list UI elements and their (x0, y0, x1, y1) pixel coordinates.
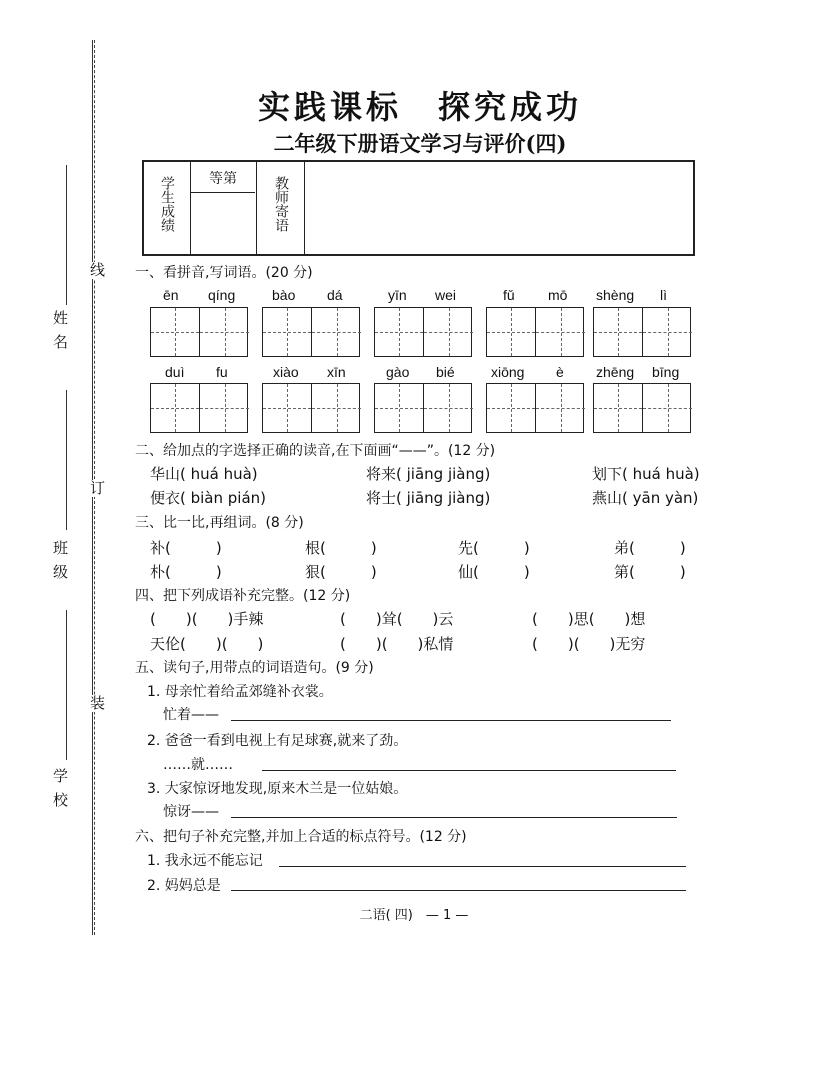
pinyin: bié (436, 364, 455, 380)
idiom-item: ( )( )手辣 (150, 610, 264, 628)
writing-grid[interactable] (593, 307, 691, 357)
word-item: 第( ) (614, 563, 686, 581)
pinyin: shèng (596, 287, 635, 303)
writing-grid[interactable] (150, 307, 248, 357)
pinyin: gào (386, 364, 410, 380)
pinyin: xīn (327, 364, 346, 380)
answer-line[interactable] (262, 770, 676, 771)
writing-grid[interactable] (593, 383, 691, 433)
answer-line[interactable] (231, 817, 677, 818)
student-score-cell (144, 162, 191, 254)
pinyin: mō (548, 287, 568, 303)
teacher-comment-label: 教师寄语 (273, 176, 289, 232)
pinyin: dá (327, 287, 343, 303)
sentence-question: 2. 爸爸一看到电视上有足球赛,就来了劲。 (147, 733, 408, 749)
school-fill-line (66, 610, 67, 760)
sentence-prompt: 忙着—— (163, 707, 219, 723)
writing-grid[interactable] (262, 307, 360, 357)
idiom-item: ( )耸( )云 (340, 610, 454, 628)
pronunciation-item: 将来( jiāng jiàng) (366, 465, 491, 483)
section-5-heading: 五、读句子,用带点的词语造句。(9 分) (135, 660, 374, 676)
idiom-item: ( )思( )想 (532, 610, 646, 628)
complete-sentence: 2. 妈妈总是 (147, 878, 221, 894)
pinyin: wei (435, 287, 457, 303)
answer-line[interactable] (231, 890, 686, 891)
idiom-item: 天伦( )( ) (150, 635, 264, 653)
grade-divider (191, 192, 255, 193)
pinyin: xiào (273, 364, 299, 380)
sentence-prompt: 惊讶—— (163, 804, 219, 820)
word-item: 根( ) (305, 539, 377, 557)
name-label: 姓 名 (51, 310, 69, 351)
pinyin: fǔ (503, 287, 515, 303)
class-fill-line (66, 390, 67, 530)
pinyin: ēn (163, 287, 179, 303)
pinyin: qíng (208, 287, 236, 303)
answer-line[interactable] (231, 720, 671, 721)
teacher-comment-label-cell (257, 162, 305, 254)
teacher-comment-area (305, 162, 693, 254)
grade-cell (191, 162, 257, 254)
pronunciation-item: 便衣( biàn pián) (150, 489, 267, 507)
writing-grid[interactable] (486, 307, 584, 357)
section-1-heading: 一、看拼音,写词语。(20 分) (135, 265, 313, 281)
sub-title: 二年级下册语文学习与评价(四) (273, 131, 567, 156)
writing-grid[interactable] (486, 383, 584, 433)
answer-line[interactable] (279, 866, 686, 867)
pronunciation-item: 燕山( yān yàn) (592, 489, 699, 507)
word-item: 先( ) (458, 539, 530, 557)
sentence-question: 1. 母亲忙着给孟郊缝补衣裳。 (147, 684, 333, 700)
pinyin: xiōng (491, 364, 525, 380)
section-4-heading: 四、把下列成语补充完整。(12 分) (135, 588, 351, 604)
section-3-heading: 三、比一比,再组词。(8 分) (135, 515, 304, 531)
word-item: 狠( ) (305, 563, 377, 581)
score-table (142, 160, 695, 256)
student-score-label: 学生成绩 (159, 176, 175, 232)
pinyin: zhēng (596, 364, 635, 380)
pinyin: bīng (652, 364, 680, 380)
grade-label: 等第 (209, 171, 237, 187)
writing-grid[interactable] (374, 383, 472, 433)
section-2-heading: 二、给加点的字选择正确的读音,在下面画“——”。(12 分) (135, 443, 496, 459)
school-label: 学 校 (51, 768, 69, 809)
pinyin: fu (216, 364, 228, 380)
writing-grid[interactable] (262, 383, 360, 433)
name-fill-line (66, 165, 67, 305)
idiom-item: ( )( )私情 (340, 635, 454, 653)
idiom-item: ( )( )无穷 (532, 635, 646, 653)
sentence-question: 3. 大家惊讶地发现,原来木兰是一位姑娘。 (147, 781, 408, 797)
writing-grid[interactable] (150, 383, 248, 433)
writing-grid[interactable] (374, 307, 472, 357)
zhuang-mark: 装 (88, 695, 106, 712)
page-footer: 二语( 四) — 1 — (359, 908, 469, 923)
class-label: 班 级 (51, 540, 69, 581)
pinyin: duì (165, 364, 185, 380)
complete-sentence: 1. 我永远不能忘记 (147, 853, 263, 869)
pinyin: è (556, 364, 564, 380)
section-6-heading: 六、把句子补充完整,并加上合适的标点符号。(12 分) (135, 829, 467, 845)
word-item: 弟( ) (614, 539, 686, 557)
sentence-prompt: ……就…… (163, 757, 233, 773)
main-title: 实践课标 探究成功 (257, 88, 582, 126)
line-mark: 线 (88, 262, 106, 279)
pronunciation-item: 华山( huá huà) (150, 465, 258, 483)
pronunciation-item: 划下( huá huà) (592, 465, 700, 483)
pronunciation-item: 将士( jiāng jiàng) (366, 489, 491, 507)
word-item: 补( ) (150, 539, 222, 557)
word-item: 仙( ) (458, 563, 530, 581)
word-item: 朴( ) (150, 563, 222, 581)
pinyin: lì (660, 287, 667, 303)
ding-mark: 订 (88, 480, 106, 497)
pinyin: yīn (388, 287, 407, 303)
pinyin: bào (272, 287, 296, 303)
